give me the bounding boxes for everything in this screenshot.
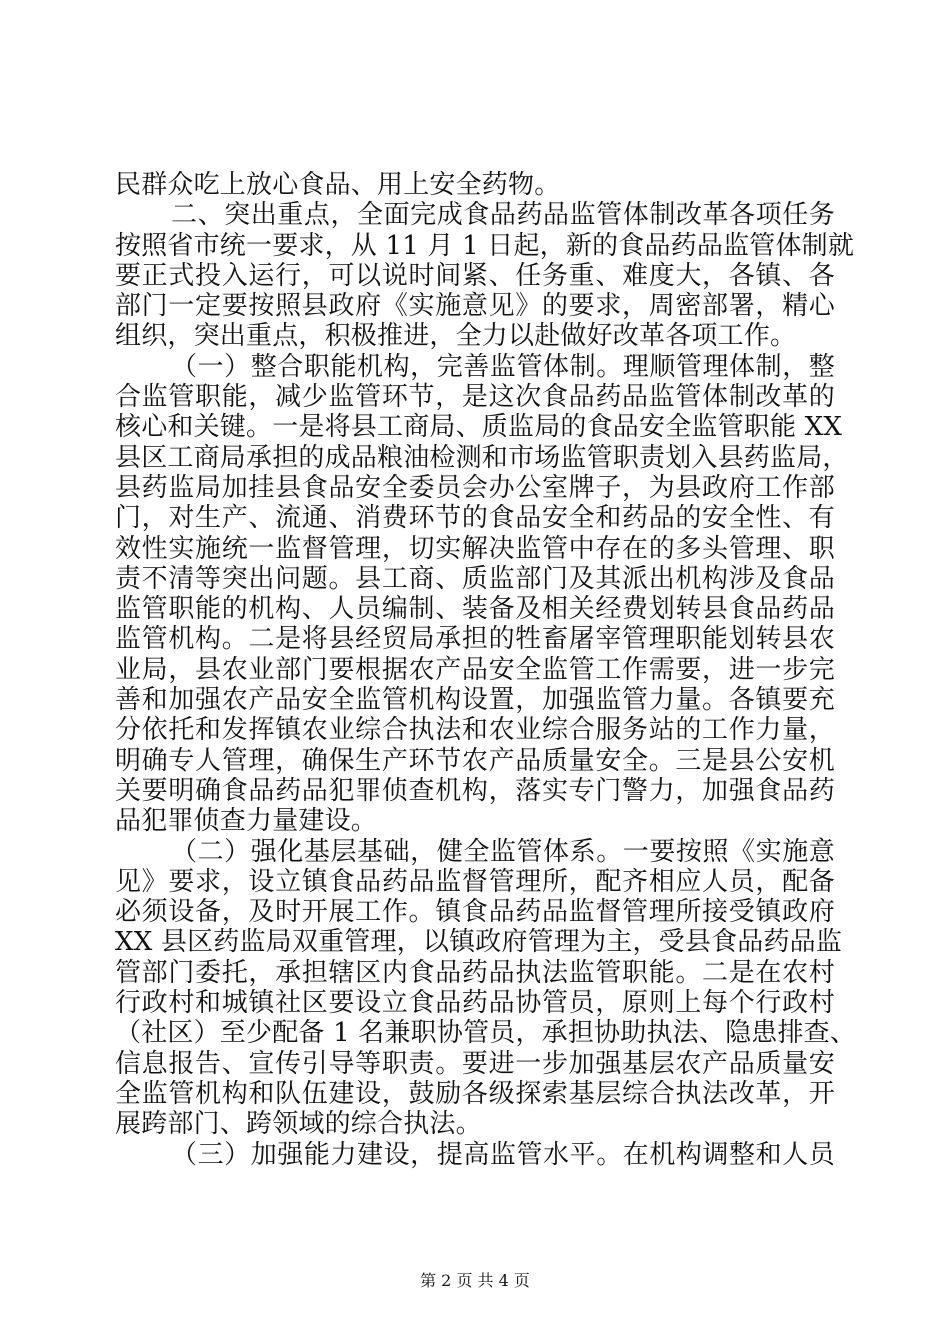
text-line: 分依托和发挥镇农业综合执法和农业综合服务站的工作力量，: [115, 715, 835, 746]
text-line: 信息报告、宣传引导等职责。要进一步加强基层农产品质量安: [115, 1048, 835, 1079]
text-line: 县区工商局承担的成品粮油检测和市场监管职责划入县药监局，: [115, 442, 849, 473]
text-line: （一）整合职能机构，完善监管体制。理顺管理体制，整: [171, 351, 835, 382]
text-line: 民群众吃上放心食品、用上安全药物。: [115, 170, 561, 200]
text-line: 按照省市统一要求，从 11 月 1 日起，新的食品药品监管体制就: [115, 230, 855, 261]
text-line: 组织，突出重点，积极推进，全力以赴做好改革各项工作。: [115, 321, 797, 352]
text-line: 二、突出重点，全面完成食品药品监管体制改革各项任务: [171, 200, 835, 231]
text-line: 业局，县农业部门要根据农产品安全监管工作需要，进一步完: [115, 654, 835, 685]
text-line: 全监管机构和队伍建设，鼓励各级探索基层综合执法改革，开: [115, 1078, 835, 1109]
text-line: 明确专人管理，确保生产环节农产品质量安全。三是县公安机: [115, 745, 835, 776]
document-body: [115, 170, 857, 1170]
text-line: 部门一定要按照县政府《实施意见》的要求，周密部署，精心: [115, 291, 835, 322]
text-line: （社区）至少配备 1 名兼职协管员，承担协助执法、隐患排查、: [115, 1018, 857, 1049]
text-line: 管部门委托，承担辖区内食品药品执法监管职能。二是在农村: [115, 957, 835, 988]
text-line: 县药监局加挂县食品安全委员会办公室牌子，为县政府工作部: [115, 472, 835, 503]
text-line: 合监管职能，减少监管环节，是这次食品药品监管体制改革的: [115, 382, 835, 413]
text-line: 核心和关键。一是将县工商局、质监局的食品安全监管职能 XX: [115, 412, 843, 443]
text-line: （三）加强能力建设，提高监管水平。在机构调整和人员: [171, 1139, 835, 1170]
text-line: （二）强化基层基础，健全监管体系。一要按照《实施意: [171, 836, 835, 867]
text-line: 监管机构。二是将县经贸局承担的牲畜屠宰管理职能划转县农: [115, 624, 835, 655]
text-line: 展跨部门、跨领域的综合执法。: [115, 1109, 482, 1140]
text-line: 监管职能的机构、人员编制、装备及相关经费划转县食品药品: [115, 594, 835, 625]
page-footer: 第 2 页 共 4 页: [420, 1271, 530, 1290]
text-line: 品犯罪侦查力量建设。: [115, 806, 378, 837]
text-line: 必须设备，及时开展工作。镇食品药品监督管理所接受镇政府: [115, 897, 835, 928]
text-line: 行政村和城镇社区要设立食品药品协管员，原则上每个行政村: [115, 988, 835, 1019]
text-line: 效性实施统一监督管理，切实解决监管中存在的多头管理、职: [115, 533, 835, 564]
text-line: 要正式投入运行，可以说时间紧、任务重、难度大，各镇、各: [115, 260, 835, 291]
text-line: 见》要求，设立镇食品药品监督管理所，配齐相应人员，配备: [115, 866, 835, 897]
text-line: 责不清等突出问题。县工商、质监部门及其派出机构涉及食品: [115, 563, 835, 594]
text-line: 门，对生产、流通、消费环节的食品安全和药品的安全性、有: [115, 503, 835, 534]
text-line: XX 县区药监局双重管理，以镇政府管理为主，受县食品药品监: [115, 927, 843, 958]
text-line: 善和加强农产品安全监管机构设置，加强监管力量。各镇要充: [115, 685, 835, 716]
text-line: 关要明确食品药品犯罪侦查机构，落实专门警力，加强食品药: [115, 775, 835, 806]
